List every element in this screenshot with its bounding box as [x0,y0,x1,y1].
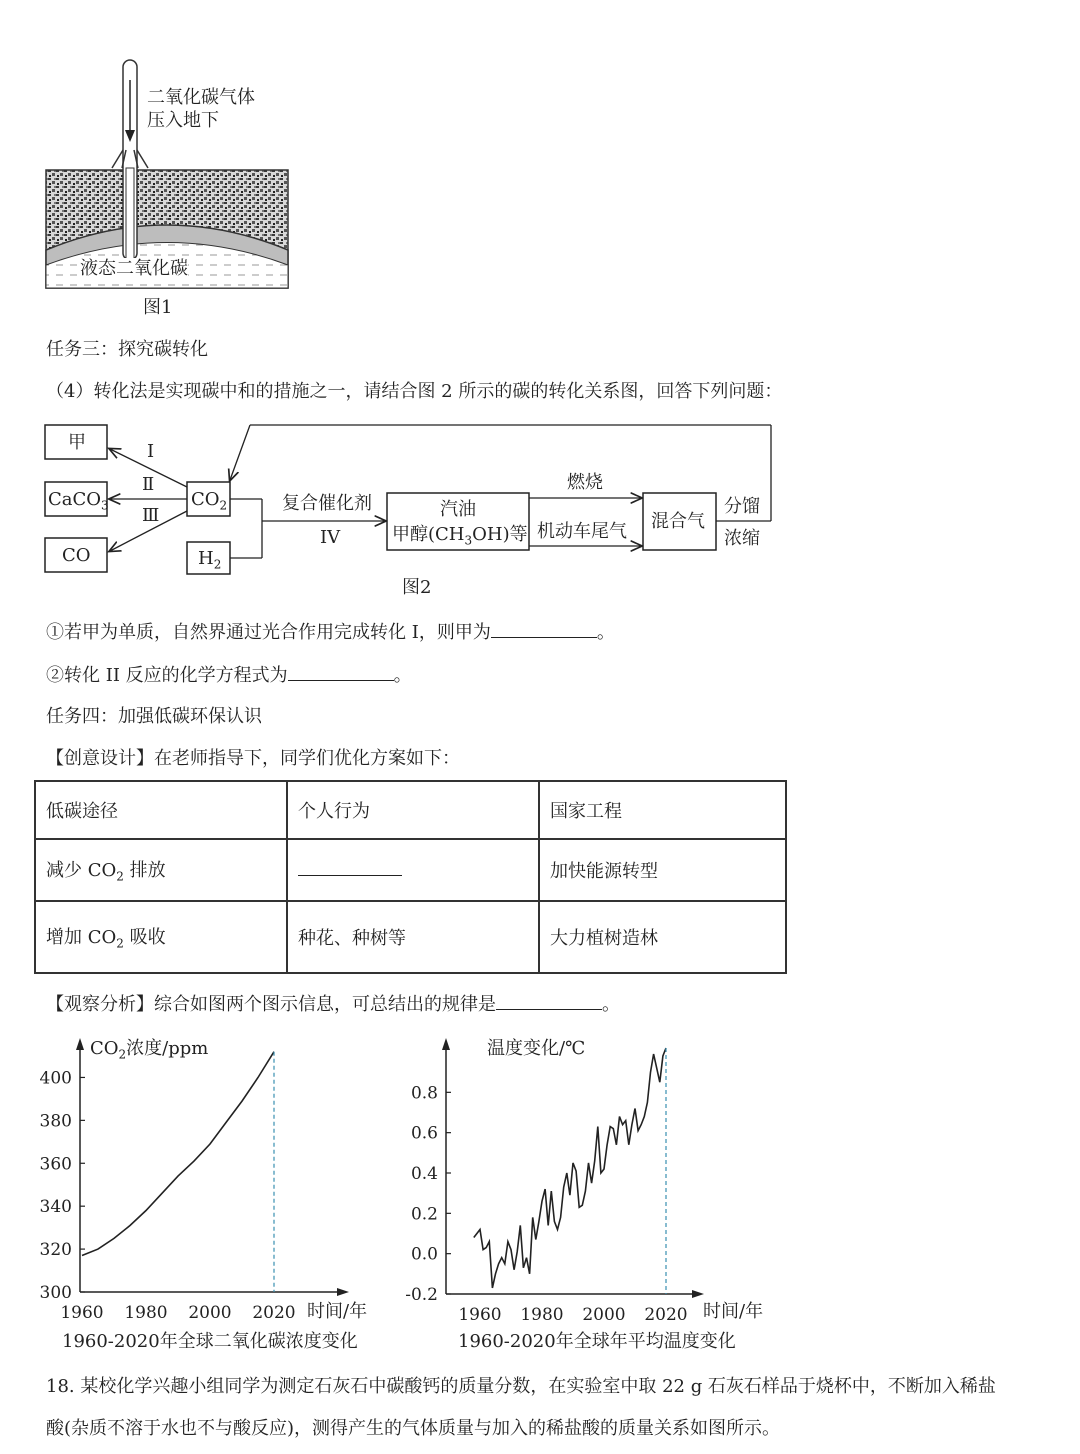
y-tick-label: 0.6 [410,1123,438,1144]
x-tick-label: 2000 [188,1303,232,1323]
x-tick-label: 2020 [252,1303,296,1323]
chart2-xlabel: 时间/年 [703,1301,764,1322]
q4-intro: （4）转化法是实现碳中和的措施之一，请结合图 2 所示的碳的转化关系图，回答下列问题： [46,381,783,402]
chart2-ylabel: 温度变化/℃ [487,1038,586,1059]
table-cell: 减少 $CO_2$ 排放 [35,839,287,901]
figure2-caption: 图2 [402,577,432,598]
box-h2: $H_2$ [198,548,222,572]
chart1-ylabel: $CO_2$浓度/ppm [90,1038,209,1062]
co2-concentration-chart [40,1030,390,1330]
roman-3: Ⅲ [142,505,160,526]
chart1-xlabel: 时间/年 [307,1301,368,1322]
gasoline-label: 汽油 [440,499,476,520]
y-tick-label: 0.0 [410,1244,438,1265]
table-header: 国家工程 [539,781,786,839]
roman-1: I [147,441,155,462]
x-axis-arrow [337,1288,349,1296]
figure1-gas-label-line1: 二氧化碳气体 [147,87,255,108]
table-row [35,781,786,839]
y-axis-arrow [442,1038,450,1050]
table-cell: 增加 $CO_2$ 吸收 [35,901,287,973]
table-cell: 加快能源转型 [539,839,786,901]
answer-blank-personal[interactable] [298,859,402,876]
chart2-title: 1960-2020年全球年平均温度变化 [458,1331,736,1352]
x-tick-label: 1980 [124,1303,168,1323]
table-header: 低碳途径 [35,781,287,839]
y-tick-label: 0.2 [410,1204,438,1225]
x-tick-label: 1980 [520,1305,564,1325]
catalyst-label: 复合催化剂 [282,493,372,514]
table-header: 个人行为 [287,781,539,839]
roman-2: Ⅱ [142,474,155,495]
figure1-gas-label-line2: 压入地下 [147,110,219,131]
mixed-gas-label: 混合气 [651,511,705,532]
answer-blank-b[interactable] [288,664,394,681]
figure1-caption: 图1 [143,297,173,318]
y-tick-label: 340 [39,1197,72,1218]
task3-heading: 任务三：探究碳转化 [46,339,208,360]
y-tick-label: -0.2 [405,1285,438,1305]
x-axis-arrow [692,1290,704,1298]
table-cell-blank[interactable] [287,839,539,901]
low-carbon-table [34,780,787,974]
methanol-label: 甲醇$(CH_3OH)$等 [392,524,528,548]
observe-analysis: 【观察分析】综合如图两个图示信息，可总结出的规律是 。 [46,994,620,1015]
chart1-title: 1960-2020年全球二氧化碳浓度变化 [62,1331,358,1352]
y-tick-label: 0.8 [410,1083,438,1104]
table-row [35,839,786,901]
box-co: CO [62,545,91,566]
answer-blank-a[interactable] [491,621,597,638]
creative-design-intro: 【创意设计】在老师指导下，同学们优化方案如下： [46,748,460,769]
y-tick-label: 400 [39,1068,72,1089]
burn-label: 燃烧 [567,472,603,493]
box-caco3: CaCO$_3$ [48,489,109,513]
x-tick-label: 2020 [644,1305,688,1325]
table-cell: 种花、种树等 [287,901,539,973]
fractionation-label: 分馏 [724,496,760,517]
figure1-liquid-label: 液态二氧化碳 [80,258,188,279]
table-cell: 大力植树造林 [539,901,786,973]
box-jia: 甲 [68,432,86,453]
y-tick-label: 360 [39,1154,72,1175]
y-tick-label: 320 [39,1240,72,1261]
answer-blank-observe[interactable] [496,993,602,1010]
question-a: ①若甲为单质，自然界通过光合作用完成转化 I，则甲为 。 [46,622,615,643]
y-axis-arrow [76,1038,84,1050]
x-tick-label: 2000 [582,1305,626,1325]
roman-4: IV [320,527,341,548]
x-tick-label: 1960 [458,1305,502,1325]
concentration-label: 浓缩 [724,528,760,549]
question-18-line1: 18. 某校化学兴趣小组同学为测定石灰石中碳酸钙的质量分数，在实验室中取 22 g 石灰石样品于烧杯中，不断加入稀盐 [46,1376,996,1397]
task4-heading: 任务四：加强低碳环保认识 [46,706,262,727]
x-tick-label: 1960 [60,1303,104,1323]
question-b: ②转化 II 反应的化学方程式为 。 [46,665,412,686]
y-tick-label: 380 [39,1111,72,1132]
question-18-line2: 酸(杂质不溶于水也不与酸反应)，测得产生的气体质量与加入的稀盐酸的质量关系如图所示。 [46,1418,781,1439]
box-co2: $CO_2$ [191,489,228,513]
y-tick-label: 300 [39,1283,72,1303]
table-row [35,901,786,973]
temperature-change-chart [405,1030,780,1330]
series-line [82,1052,274,1256]
series-line [474,1048,666,1288]
exhaust-label: 机动车尾气 [537,521,627,542]
y-tick-label: 0.4 [410,1164,438,1184]
